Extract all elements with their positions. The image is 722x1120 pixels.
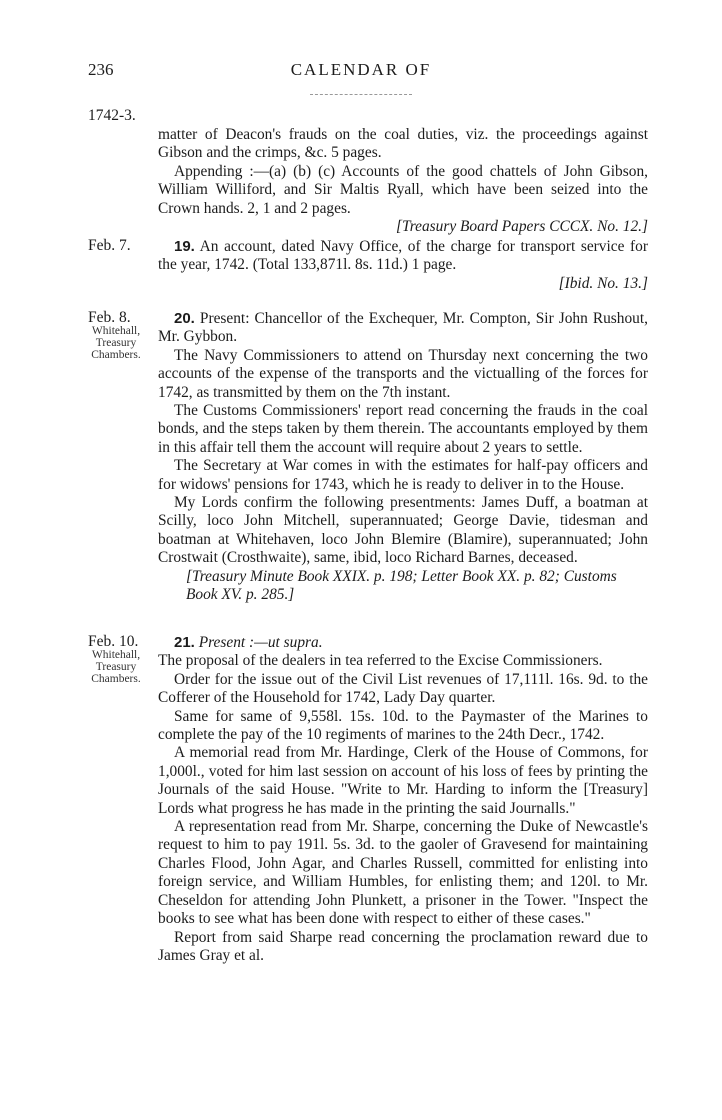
entry-number: 20. bbox=[174, 310, 195, 327]
entry-continuation bbox=[0, 107, 722, 236]
margin-note bbox=[80, 238, 152, 253]
entry-date: Feb. 7. bbox=[88, 237, 131, 254]
entry-body bbox=[158, 634, 648, 965]
paragraph: The Secretary at War comes in with the estimates for half-pay officers and for widows' pensions for 1743, which he is ready to deliver in to the House. bbox=[158, 457, 648, 493]
paragraph: Report from said Sharpe read concerning the proclamation reward due to James Gray et al. bbox=[158, 928, 648, 964]
entry-19 bbox=[0, 238, 722, 298]
entry-date: Feb. 8. bbox=[88, 309, 131, 326]
header-rule bbox=[310, 94, 412, 97]
paragraph: My Lords confirm the following presentments: James Duff, a boatman at Scilly, loco John Mitchell, superannuated; George Davie, tidesman and boatman at Whitehaven, loco John Blemire (Blamire), superannuated; John Crostwait (Crosthwaite), same, ibid, loco Richard Barnes, deceased. bbox=[158, 494, 648, 567]
paragraph: Appending :—(a) (b) (c) Accounts of the good chattels of John Gibson, William Williford, and Sir Maltis Ryall, which have been seized into the Crown hands. 2, 1 and 2 pages. bbox=[158, 162, 648, 217]
paragraph-text: An account, dated Navy Office, of the charge for transport service for the year, 1742. (Total 133,871l. 8s. 11d.) 1 page. bbox=[158, 238, 648, 274]
paragraph: matter of Deacon's frauds on the coal duties, viz. the proceedings against Gibson and the crimps, &c. 5 pages. bbox=[158, 126, 648, 162]
paragraph bbox=[158, 238, 648, 275]
running-title: CALENDAR OF bbox=[290, 60, 432, 79]
page-number: 236 bbox=[88, 60, 114, 79]
paragraph: Same for same of 9,558l. 15s. 10d. to the Paymaster of the Marines to complete the pay of the 10 regiments of marines to the 24th Decr., 1742. bbox=[158, 707, 648, 744]
page-header bbox=[0, 60, 722, 90]
margin-note bbox=[80, 634, 152, 685]
paragraph: The Customs Commissioners' report read concerning the frauds in the coal bonds, and the steps taken by them therein. The accountants employed by them in this affair tell them the account will require about 2 years to settle. bbox=[158, 402, 648, 456]
margin-note bbox=[80, 310, 152, 361]
paragraph: The Navy Commissioners to attend on Thursday next concerning the two accounts of the expense of the transports and the victualling of the forces for 1742, as transmitted by them on the 7th instant. bbox=[158, 346, 648, 401]
margin-note bbox=[80, 108, 152, 123]
paragraph: The proposal of the dealers in tea referred to the Excise Commissioners. bbox=[158, 652, 603, 670]
paragraph: A representation read from Mr. Sharpe, concerning the Duke of Newcastle's request to him to pay 191l. 5s. 3d. to the gaoler of Gravesend for maintaining Charles Flood, John Agar, and Charles Russell, committed for enlisting into foreign service, and William Humbles, for enlisting them; and 120l. to Mr. Cheseldon for attending John Plunkett, a prisoner in the Tower. "Inspect the books to see what has been done with respect to either of these cases." bbox=[158, 818, 648, 928]
entry-place: Whitehall, Treasury Chambers. bbox=[91, 325, 141, 361]
paragraph bbox=[158, 634, 648, 652]
paragraph-text: Present: Chancellor of the Exchequer, Mr. Compton, Sir John Rushout, Mr. Gybbon. bbox=[158, 310, 648, 346]
paragraph: A memorial read from Mr. Hardinge, Clerk of the House of Commons, for 1,000l., voted for him last session on account of his loss of fees by printing the Journals of the said House. "Write to Mr. Harding to inform the [Treasury] Lords what progress he has made in the printing the said Journalls." bbox=[158, 744, 648, 817]
entry-number: 21. bbox=[174, 634, 195, 651]
entry-21 bbox=[0, 634, 722, 1034]
entry-place: Whitehall, Treasury Chambers. bbox=[91, 649, 141, 685]
entry-date: Feb. 10. bbox=[88, 633, 139, 650]
paragraph: Order for the issue out of the Civil List revenues of 17,111l. 16s. 9d. to the Cofferer of the Household for 1742, Lady Day quarter. bbox=[158, 670, 648, 707]
entry-body bbox=[158, 238, 648, 293]
entry-date: 1742-3. bbox=[88, 107, 136, 124]
citation: [Ibid. No. 13.] bbox=[558, 274, 648, 292]
citation: [Treasury Minute Book XXIX. p. 198; Letter Book XX. p. 82; Customs Book XV. p. 285.] bbox=[186, 567, 617, 604]
citation: [Treasury Board Papers CCCX. No. 12.] bbox=[396, 218, 648, 236]
entry-body bbox=[158, 126, 648, 236]
paragraph-text: Present :—ut supra. bbox=[198, 634, 323, 651]
entry-body bbox=[158, 310, 648, 605]
entry-number: 19. bbox=[174, 238, 195, 255]
paragraph bbox=[158, 310, 648, 347]
entry-20 bbox=[0, 310, 722, 630]
